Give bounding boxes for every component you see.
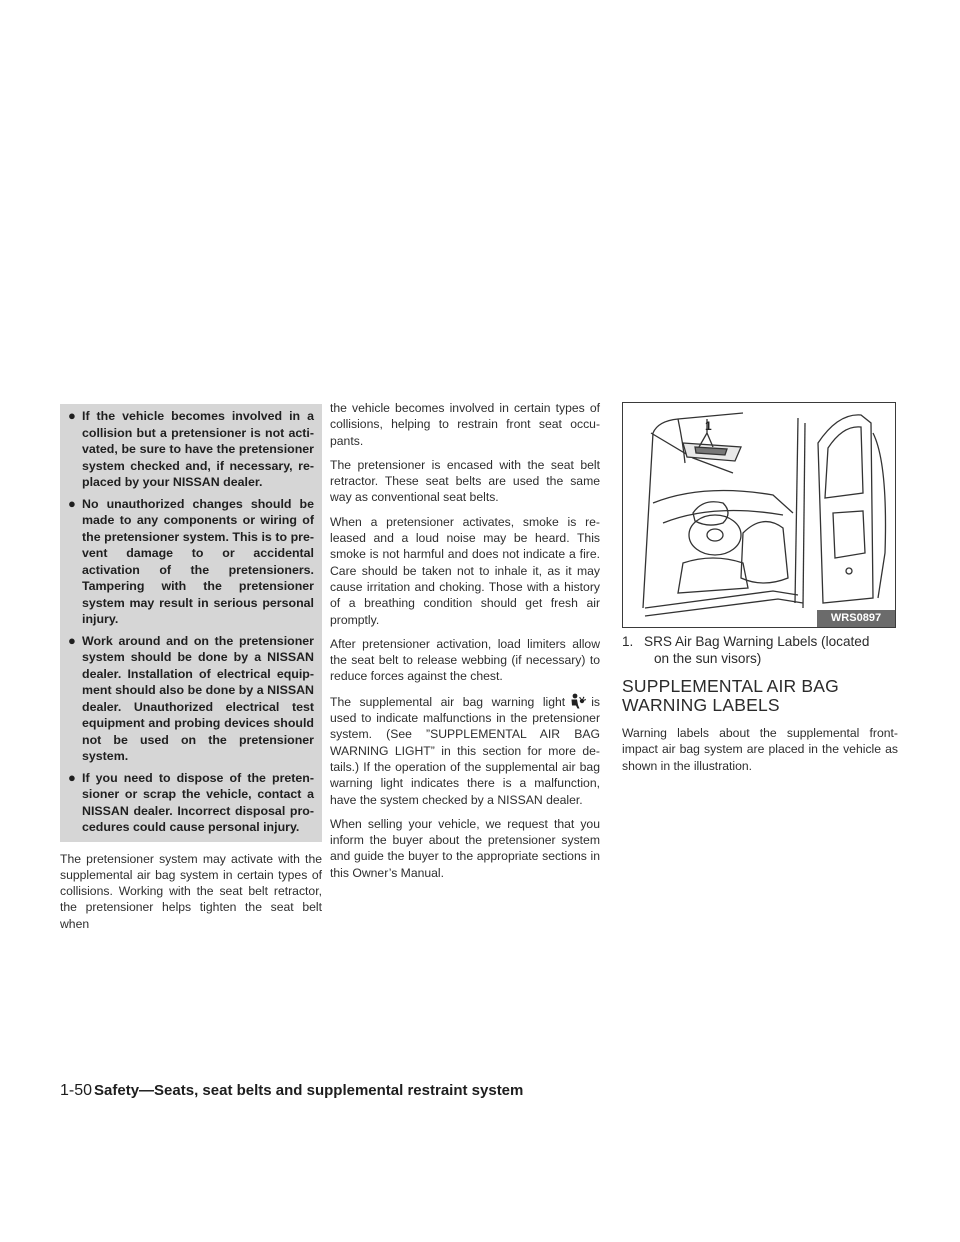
body-paragraph: After pretensioner activation, load limiters allow the seat belt to release webbing (if necessary) to reduce forces against the chest. xyxy=(330,636,600,684)
body-paragraph: Warning labels about the supplemental front-impact air bag system are placed in the vehicle as shown in the illustration. xyxy=(622,726,898,773)
caution-item: ● No unauthorized changes should be made to any components or wiring of the pretensioner system. This is to pre-vent damage to or accidental activation of the pretensioners. Tampering with the pretensioner system may result in serious personal injury. xyxy=(68,495,314,626)
body-paragraph-warning-light: The supplemental air bag warning light is used to indicate malfunctions in the pretensioner system. (See ”SUPPLEMENTAL AIR BAG WARNING LIGHT” in this section for more de-tails.) If the operation of the supplemental air bag warning light indicates there is a malfunction, have the system checked by a NISSAN dealer. xyxy=(330,694,600,807)
bullet-icon: ● xyxy=(68,408,76,423)
column-right xyxy=(622,404,898,782)
body-paragraph: When a pretensioner activates, smoke is re-leased and a loud noise may be heard. This smoke is not harmful and does not indicate a fire. Care should be taken not to inhale it, as it may cause irritation and choking. Those with a history of a breathing condition should get fresh air promptly. xyxy=(330,514,600,627)
section-heading: SUPPLEMENTAL AIR BAG WARNING LABELS xyxy=(622,676,839,715)
body-paragraph: The pretensioner system may activate with the supplemental air bag system in certain types of collisions. Working with the seat belt retractor, the pretensioner helps tighten the seat belt when xyxy=(60,851,322,931)
caution-item: ● Work around and on the pretensioner system should be done by a NISSAN dealer. Installation of electrical equip-ment should also be done by a NISSAN dealer. Unauthorized electrical test equipment and probing devices should not be used on the pretensioner system. xyxy=(68,632,314,763)
page-number: 1-50 xyxy=(60,1082,93,1099)
bullet-icon: ● xyxy=(68,769,76,785)
vehicle-interior-drawing xyxy=(623,403,895,627)
column-left xyxy=(60,404,322,940)
illustration-sun-visor-labels xyxy=(622,402,896,628)
chapter-title: Safety—Seats, seat belts and supplemental restraint system xyxy=(94,1082,524,1099)
caution-item: ● If you need to dispose of the preten-sioner or scrap the vehicle, contact a NISSAN dealer. Incorrect disposal pro-cedures could cause personal injury. xyxy=(68,769,314,834)
bullet-icon: ● xyxy=(68,495,76,511)
airbag-warning-light-icon xyxy=(569,693,587,709)
caution-item: ● If the vehicle becomes involved in a collision but a pretensioner is not acti-vated, be sure to have the pretensioner system checked and, if necessary, re-placed by your NISSAN dealer. xyxy=(68,408,314,489)
body-paragraph: When selling your vehicle, we request that you inform the buyer about the pretensioner system and guide the buyer to the appropriate sections in this Owner’s Manual. xyxy=(330,816,600,880)
figure-caption: 1. SRS Air Bag Warning Labels (located on the sun visors) xyxy=(622,634,870,666)
bullet-icon: ● xyxy=(68,632,76,648)
body-paragraph: The pretensioner is encased with the seat belt retractor. These seat belts are used the same way as conventional seat belts. xyxy=(330,457,600,505)
figure-callout-number: 1 xyxy=(705,419,712,433)
caution-box xyxy=(60,404,322,842)
page-footer xyxy=(60,1082,523,1100)
body-paragraph: the vehicle becomes involved in certain types of collisions, helping to restrain front seat occu-pants. xyxy=(330,401,600,448)
column-middle xyxy=(330,401,600,889)
figure-id-tag: WRS0897 xyxy=(817,610,895,627)
